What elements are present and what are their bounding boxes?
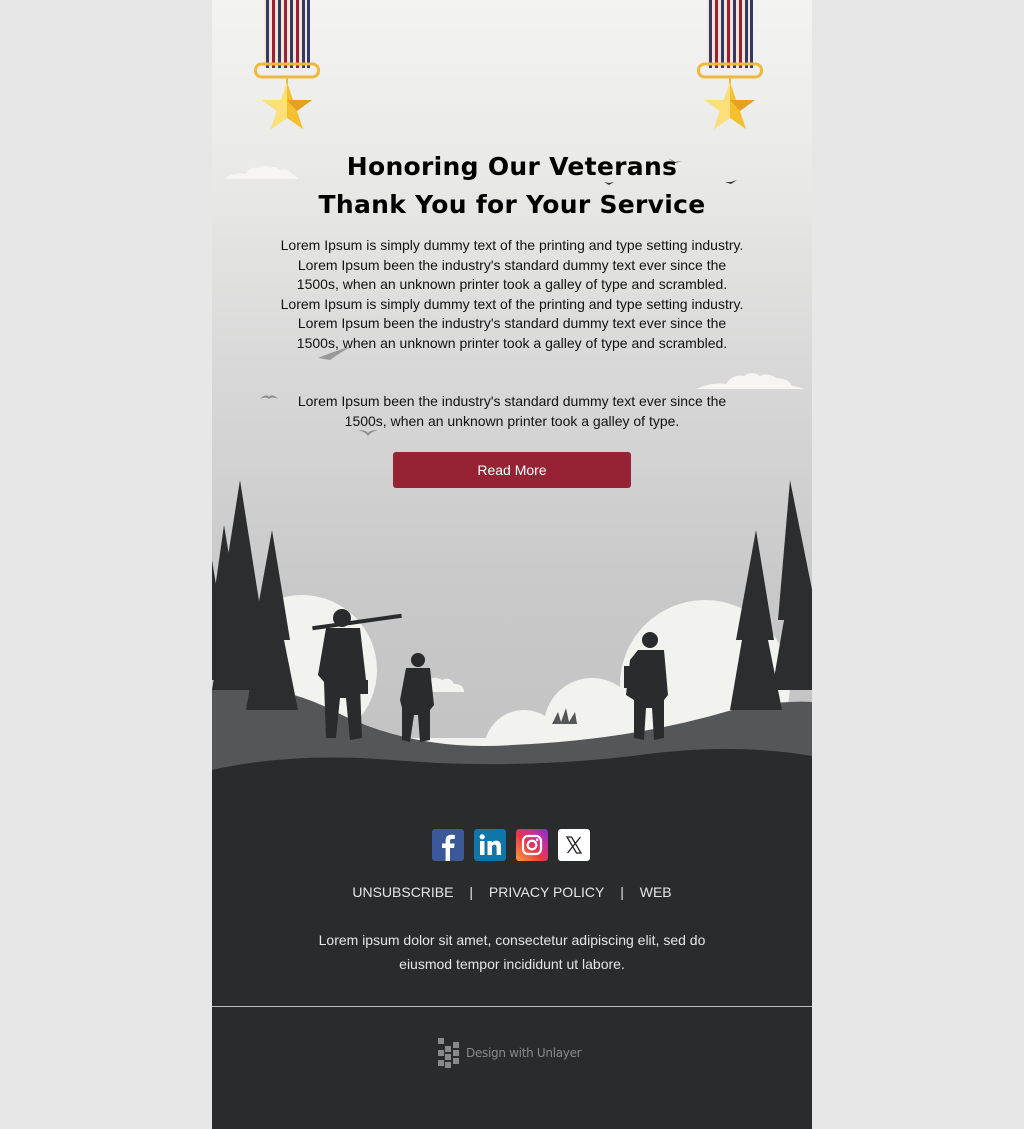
footer-links [212, 884, 812, 900]
hero-paragraph-1: Lorem Ipsum is simply dummy text of the printing and type setting industry. Lorem Ipsum been the industry's standard dummy text ever since the 1500s, when an unknown printer took a galley of type and scrambled. Lorem Ipsum is simply dummy text of the printing and type setting industry. Lorem Ipsum been the industry's standard dummy text ever since the 1500s, when an unknown printer took a galley of type and scrambled. [280, 237, 744, 351]
hero-paragraph-2: Lorem Ipsum been the industry's standard dummy text ever since the 1500s, when an unknown printer took a galley of type. [297, 393, 727, 429]
unlayer-logo-icon [438, 1038, 460, 1068]
instagram-icon[interactable] [516, 829, 548, 861]
link-separator: | [620, 884, 624, 900]
bird-icon [604, 180, 614, 187]
footer [212, 800, 812, 1129]
bird-icon [260, 393, 278, 401]
x-icon[interactable] [558, 829, 590, 861]
unlayer-badge-text: Design with Unlayer [466, 1046, 582, 1060]
read-more-button[interactable]: Read More [393, 452, 631, 488]
medal-icon [254, 0, 320, 132]
soldiers-landscape-illustration [212, 470, 812, 810]
web-link[interactable]: WEB [639, 884, 672, 900]
hero-title-line1: Honoring Our Veterans [346, 152, 678, 181]
privacy-policy-link[interactable]: PRIVACY POLICY [488, 884, 605, 900]
facebook-icon[interactable] [432, 829, 464, 861]
medal-icon [697, 0, 763, 132]
footer-divider [212, 1006, 812, 1007]
hero-title-line2: Thank You for Your Service [318, 190, 706, 219]
cloud-icon [696, 368, 804, 390]
email-container [212, 0, 812, 1129]
social-links [432, 829, 590, 861]
unlayer-badge[interactable] [438, 1038, 581, 1068]
linkedin-icon[interactable] [474, 829, 506, 861]
footer-text: Lorem ipsum dolor sit amet, consectetur adipiscing elit, sed do eiusmod tempor incididunt ut labore. [318, 932, 706, 972]
link-separator: | [469, 884, 474, 900]
unsubscribe-link[interactable]: UNSUBSCRIBE [352, 884, 454, 900]
